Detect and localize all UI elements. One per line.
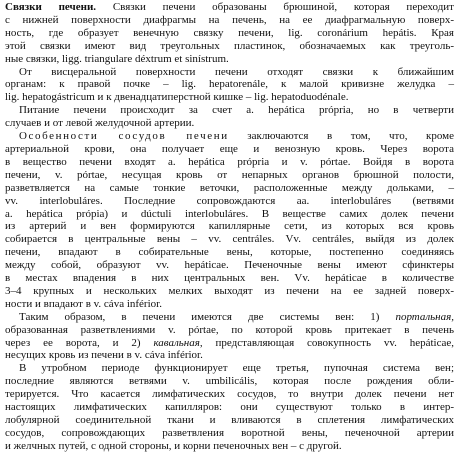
text-line bbox=[5, 169, 454, 182]
paragraph bbox=[5, 66, 454, 105]
text-run: органам: к правой почке – lig. hepatorenále, к малой кривизне желудка – bbox=[5, 78, 454, 91]
text-run: в местах впадения в них центральных вен. Vv. hepáticae в количестве bbox=[5, 272, 454, 285]
paragraph bbox=[5, 104, 454, 130]
text-run: От висцеральной поверхности печени отходят связки к ближайшим bbox=[19, 65, 454, 78]
text-line bbox=[5, 40, 454, 53]
text-line bbox=[5, 91, 454, 104]
text-run: лобулярной соединительной ткани и вливаются в сплетения лимфатических bbox=[5, 414, 454, 426]
text-run: этой связки имеют вид треугольных пластинок, обозначаемых как треуголь- bbox=[5, 39, 454, 52]
text-run: случаев и от левой желудочной артерии. bbox=[5, 117, 195, 130]
text-run: образованная разветвлениями v. pórtae, по которой кровь притекает в печень bbox=[5, 323, 454, 336]
text-line bbox=[5, 78, 454, 91]
text-line bbox=[5, 156, 454, 169]
text-line bbox=[5, 362, 454, 375]
text-run: ность, где образует венечную связку печени, lig. coronárium hepátis. Края bbox=[5, 26, 454, 39]
text-line bbox=[5, 349, 454, 362]
text-line bbox=[5, 117, 454, 130]
text-run: ные связки, ligg. triangulare déxtrum et sinístrum. bbox=[5, 52, 229, 65]
text-run: собирается в центральные вены – vv. centráles. Vv. centráles, выйдя из долек bbox=[5, 233, 454, 246]
text-run: В утробном периоде функционирует еще третья, пупочная система вен; bbox=[19, 362, 454, 375]
text-run: печени, v. pórtae, несущая кровь от непарных органов брюшной полости, bbox=[5, 168, 454, 181]
text-run: Питание печени происходит за счет а. hepática própria, но в четверти bbox=[19, 104, 454, 117]
text-line bbox=[5, 298, 454, 311]
text-line bbox=[5, 311, 454, 324]
text-line bbox=[5, 53, 454, 66]
text-line bbox=[5, 1, 454, 14]
text-run: через ее ворота, и 2) bbox=[5, 336, 154, 349]
paragraph bbox=[5, 1, 454, 66]
text-run: vv. interlobuláres. Последние сопровождаются аа. interlobuláres (ветвями bbox=[5, 194, 454, 207]
text-run: последние являются ветвями v. umbilicális, которая после рождения обли- bbox=[5, 375, 454, 388]
text-run: несущих кровь из печени в v. cáva inférior. bbox=[5, 349, 203, 362]
text-line bbox=[5, 414, 454, 427]
text-run: с нижней поверхности диафрагмы на печень, на ее диафрагмальную поверх- bbox=[5, 13, 454, 26]
text-line bbox=[5, 14, 454, 27]
text-line bbox=[5, 104, 454, 117]
text-line bbox=[5, 130, 454, 143]
text-run: представляющая совокупность vv. hepáticae, bbox=[202, 336, 454, 349]
text-line bbox=[5, 182, 454, 195]
paragraph bbox=[5, 362, 454, 452]
text-line bbox=[5, 427, 454, 440]
text-line bbox=[5, 27, 454, 40]
text-run: а. hepática própia) и dúctuli interlobuláres. В веществе самих долек печени bbox=[5, 207, 454, 220]
text-line bbox=[5, 324, 454, 337]
text-run: терируется. Что касается лимфатических сосудов, то внутри долек печени нет bbox=[5, 388, 454, 401]
text-line bbox=[5, 220, 454, 233]
text-run: между собой, образуют vv. hepáticae. Печеночные вены имеют сфинктеры bbox=[5, 259, 454, 272]
text-line bbox=[5, 375, 454, 388]
text-run: и желчных путей, с одной стороны, и корни печеночных вен – с другой. bbox=[5, 439, 342, 452]
text-run: 3–4 крупных и нескольких мелких выходят из печени на ее задней поверх- bbox=[5, 284, 454, 297]
text-line bbox=[5, 143, 454, 156]
text-line bbox=[5, 233, 454, 246]
text-run: Таким образом, в печени имеются две системы вен: 1) bbox=[19, 310, 396, 323]
text-line bbox=[5, 246, 454, 259]
text-line bbox=[5, 208, 454, 221]
text-run: Связки печени образованы брюшиной, которая переходит bbox=[96, 1, 454, 13]
spaced-heading: Особенности сосудов печени bbox=[19, 130, 229, 143]
text-run: сосудов, сопровождающих разветвления воротной вены, печеночной артерии bbox=[5, 426, 454, 439]
text-run: в вещество печени входят а. hepática própria и v. pórtae. Войдя в ворота bbox=[5, 155, 454, 168]
text-line bbox=[5, 440, 454, 453]
italic-term: портальная, bbox=[395, 310, 454, 323]
paragraph bbox=[5, 130, 454, 311]
section-heading: Связки печени. bbox=[5, 1, 97, 13]
text-run: настоящих лимфатических капилляров: они существуют только в интер- bbox=[5, 401, 454, 414]
italic-term: кавальная, bbox=[153, 336, 203, 349]
text-run: ности и впадают в v. cáva inférior. bbox=[5, 297, 162, 310]
text-line bbox=[5, 66, 454, 79]
text-run: lig. hepatogástricum и к двенадцатиперстной кишке – lig. hepatoduodénale. bbox=[5, 91, 349, 104]
text-run: артериальной крови, она получает еще и венозную кровь. Через ворота bbox=[5, 142, 454, 155]
text-line bbox=[5, 388, 454, 401]
text-line bbox=[5, 195, 454, 208]
text-line bbox=[5, 337, 454, 350]
text-line bbox=[5, 285, 454, 298]
paragraph bbox=[5, 311, 454, 363]
text-line bbox=[5, 272, 454, 285]
text-line bbox=[5, 259, 454, 272]
text-run: заключаются в том, что, кроме bbox=[228, 130, 454, 143]
text-run: разветвляется на самые тонкие веточки, расположенные между дольками, – bbox=[5, 181, 454, 194]
text-line bbox=[5, 401, 454, 414]
text-run: печени, впадают в собирательные вены, которые, постепенно соединяясь bbox=[5, 246, 454, 259]
text-run: из артерий и вен формируются капиллярные сети, из которых вся кровь bbox=[5, 220, 454, 233]
